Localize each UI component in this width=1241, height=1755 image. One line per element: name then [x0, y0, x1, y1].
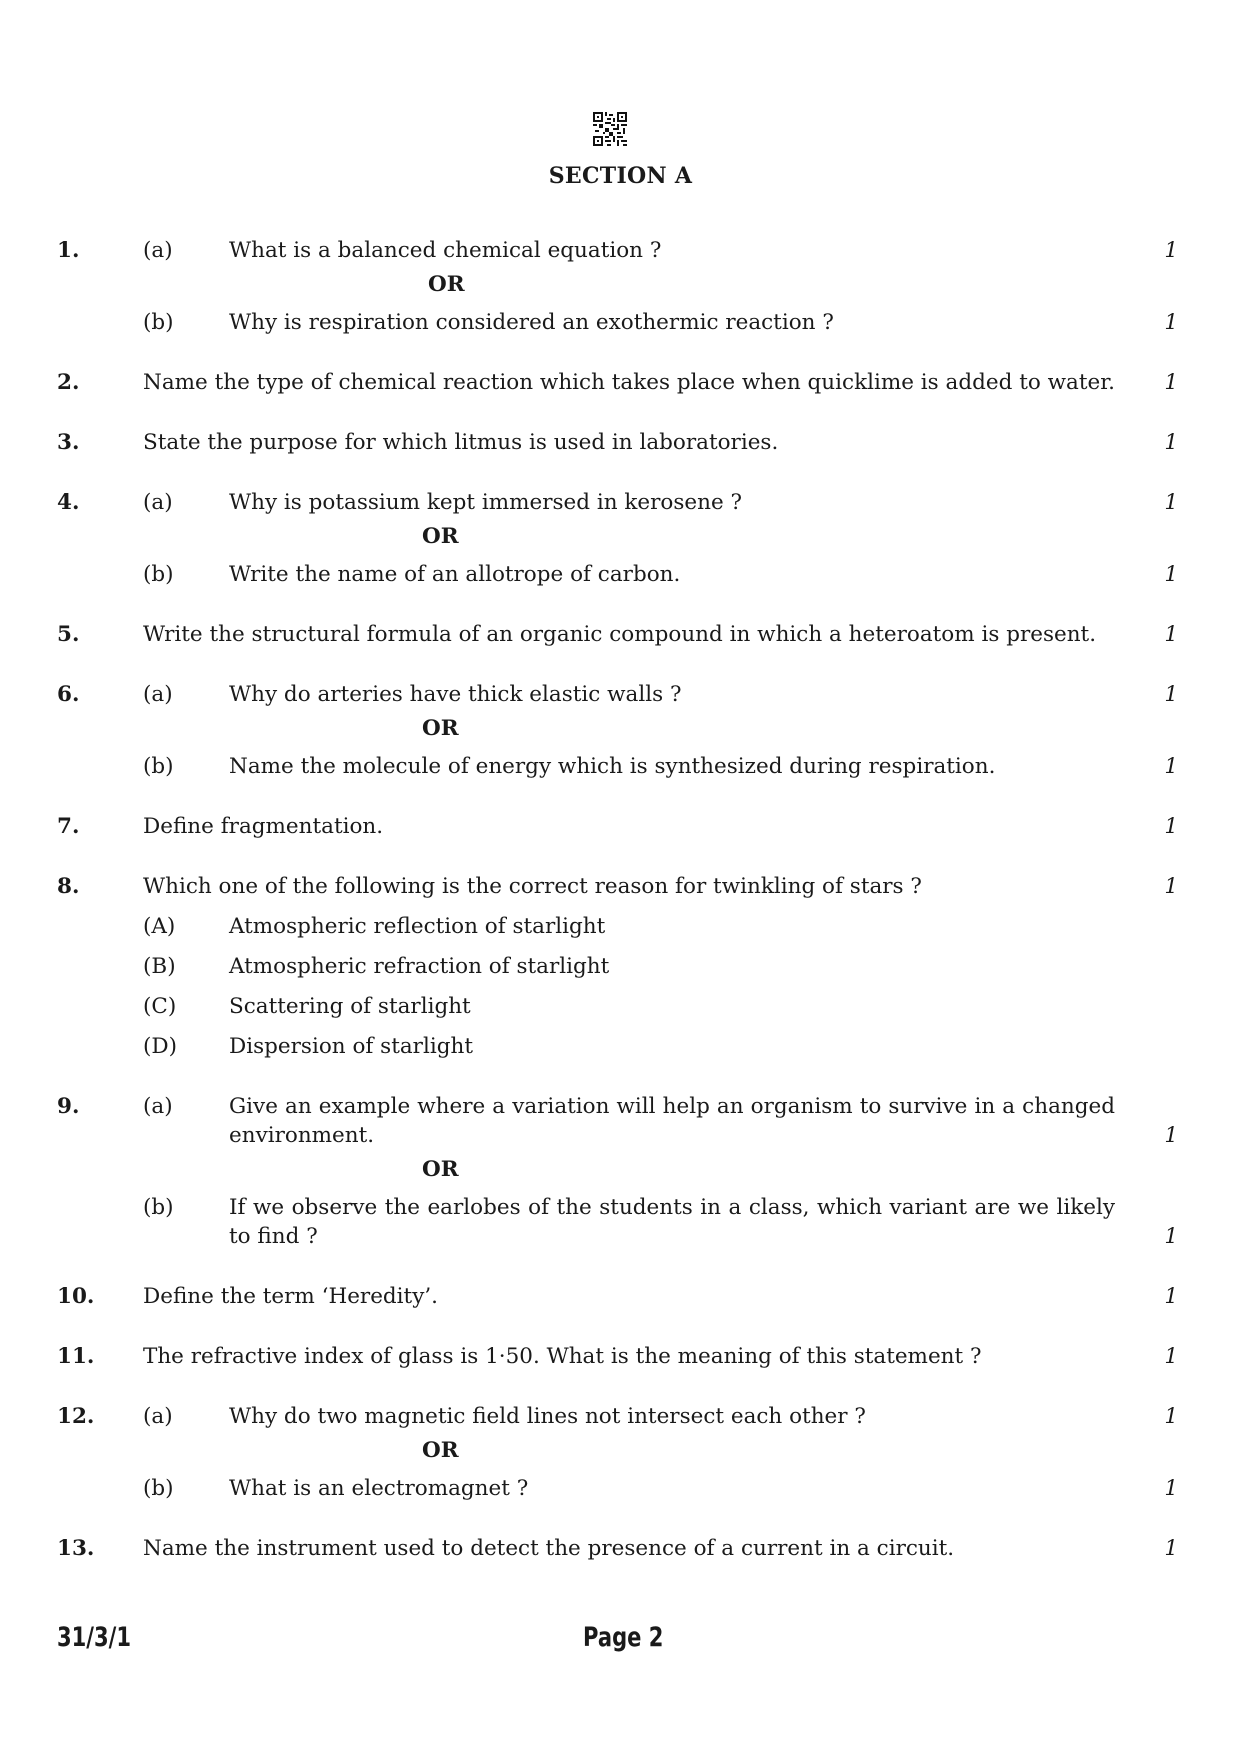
question-13 — [0, 1534, 1241, 1570]
question-number: 8. — [57, 874, 80, 899]
option-label: (B) — [143, 954, 176, 979]
marks: 1 — [1164, 622, 1178, 647]
marks: 1 — [1164, 1284, 1178, 1309]
section-title: SECTION A — [548, 163, 693, 189]
choice-label: (b) — [143, 310, 174, 335]
marks: 1 — [1164, 1404, 1178, 1429]
marks: 1 — [1164, 814, 1178, 839]
question-number: 12. — [57, 1404, 95, 1429]
question-text: If we observe the earlobes of the students in a class, which variant are we likely to find ? — [229, 1195, 1115, 1249]
option-label: (A) — [143, 914, 176, 939]
question-text: Give an example where a variation will help an organism to survive in a changed environment. — [229, 1094, 1115, 1148]
choice-label: (b) — [143, 562, 174, 587]
question-number: 10. — [57, 1284, 95, 1309]
question-2 — [0, 368, 1241, 404]
question-text: Write the structural formula of an organic compound in which a heteroatom is present. — [143, 622, 1097, 647]
question-text: Why do two magnetic field lines not intersect each other ? — [229, 1404, 866, 1429]
question-4-a — [0, 488, 1241, 524]
question-number: 11. — [57, 1344, 95, 1369]
marks: 1 — [1164, 754, 1178, 779]
option-text: Atmospheric refraction of starlight — [229, 954, 610, 979]
marks: 1 — [1164, 1123, 1178, 1148]
question-3 — [0, 428, 1241, 464]
question-number: 9. — [57, 1094, 80, 1119]
choice-label: (b) — [143, 754, 174, 779]
question-8 — [0, 872, 1241, 908]
question-7 — [0, 812, 1241, 848]
option-c — [0, 992, 1241, 1028]
question-number: 3. — [57, 430, 80, 455]
question-text: Name the molecule of energy which is synthesized during respiration. — [229, 754, 996, 779]
marks: 1 — [1164, 562, 1178, 587]
or-separator: OR — [422, 716, 459, 741]
question-text: Define the term ‘Heredity’. — [143, 1284, 439, 1309]
marks: 1 — [1164, 874, 1178, 899]
option-a — [0, 912, 1241, 948]
qr-code-icon — [593, 112, 627, 146]
question-text: Why is potassium kept immersed in kerosene ? — [229, 490, 743, 515]
option-label: (C) — [143, 994, 177, 1019]
question-text: Which one of the following is the correct reason for twinkling of stars ? — [143, 874, 922, 899]
question-12-b — [0, 1474, 1241, 1510]
choice-label: (b) — [143, 1476, 174, 1501]
question-9-a — [0, 1092, 1241, 1152]
choice-label: (a) — [143, 1404, 173, 1429]
question-11 — [0, 1342, 1241, 1378]
choice-label: (a) — [143, 1094, 173, 1119]
question-number: 4. — [57, 490, 80, 515]
choice-label: (a) — [143, 682, 173, 707]
question-6-b — [0, 752, 1241, 788]
marks: 1 — [1164, 238, 1178, 263]
question-text: Why is respiration considered an exothermic reaction ? — [229, 310, 834, 335]
question-text: Define fragmentation. — [143, 814, 384, 839]
option-label: (D) — [143, 1034, 178, 1059]
marks: 1 — [1164, 490, 1178, 515]
marks: 1 — [1164, 1344, 1178, 1369]
question-5 — [0, 620, 1241, 656]
question-text: Name the instrument used to detect the presence of a current in a circuit. — [143, 1536, 955, 1561]
question-text: State the purpose for which litmus is used in laboratories. — [143, 430, 779, 455]
marks: 1 — [1164, 682, 1178, 707]
marks: 1 — [1164, 1476, 1178, 1501]
choice-label: (a) — [143, 490, 173, 515]
choice-label: (b) — [143, 1195, 174, 1220]
question-number: 5. — [57, 622, 80, 647]
question-1-a — [0, 236, 1241, 272]
question-10 — [0, 1282, 1241, 1318]
question-text: What is an electromagnet ? — [229, 1476, 529, 1501]
question-1-b — [0, 308, 1241, 344]
question-number: 2. — [57, 370, 80, 395]
question-text: The refractive index of glass is 1·50. What is the meaning of this statement ? — [143, 1344, 982, 1369]
question-number: 7. — [57, 814, 80, 839]
option-text: Dispersion of starlight — [229, 1034, 473, 1059]
marks: 1 — [1164, 1536, 1178, 1561]
or-separator: OR — [422, 524, 459, 549]
question-text: Write the name of an allotrope of carbon. — [229, 562, 681, 587]
marks: 1 — [1164, 310, 1178, 335]
question-number: 6. — [57, 682, 80, 707]
marks: 1 — [1164, 1224, 1178, 1249]
paper-code: 31/3/1 — [57, 1622, 132, 1653]
question-number: 1. — [57, 238, 80, 263]
question-9-b — [0, 1193, 1241, 1253]
question-6-a — [0, 680, 1241, 716]
or-separator: OR — [428, 272, 465, 297]
page-number: Page 2 — [583, 1622, 664, 1653]
question-text: Name the type of chemical reaction which takes place when quicklime is added to water. — [143, 370, 1115, 395]
question-12-a — [0, 1402, 1241, 1438]
or-separator: OR — [422, 1438, 459, 1463]
question-4-b — [0, 560, 1241, 596]
choice-label: (a) — [143, 238, 173, 263]
marks: 1 — [1164, 370, 1178, 395]
or-separator: OR — [422, 1157, 459, 1182]
question-number: 13. — [57, 1536, 95, 1561]
question-text: Why do arteries have thick elastic walls ? — [229, 682, 682, 707]
option-text: Scattering of starlight — [229, 994, 471, 1019]
option-b — [0, 952, 1241, 988]
option-d — [0, 1032, 1241, 1068]
marks: 1 — [1164, 430, 1178, 455]
option-text: Atmospheric reflection of starlight — [229, 914, 606, 939]
question-text: What is a balanced chemical equation ? — [229, 238, 662, 263]
